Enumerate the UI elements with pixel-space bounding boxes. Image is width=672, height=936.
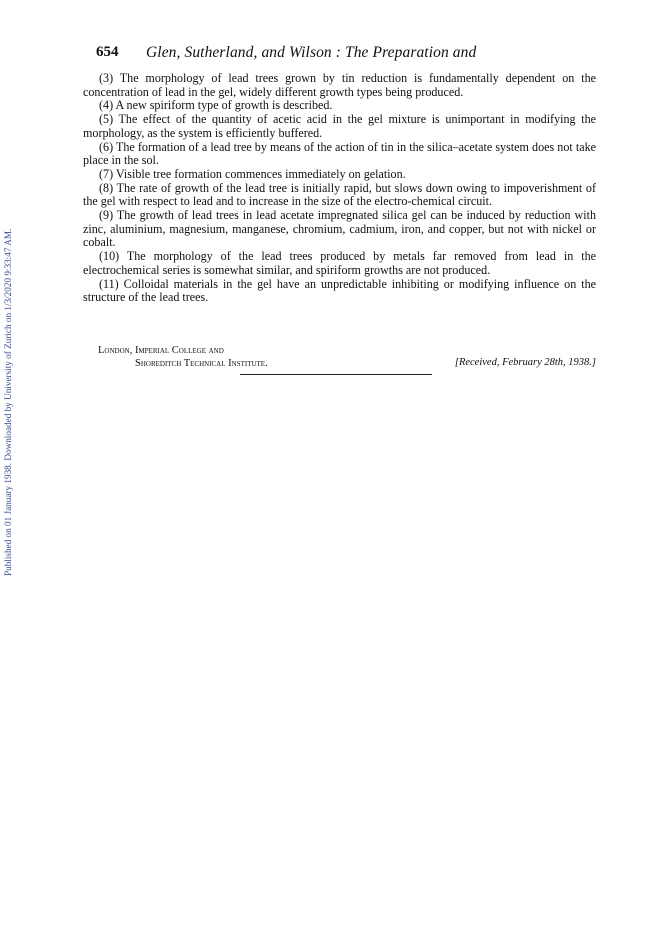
conclusion-7: (7) Visible tree formation commences immediately on gelation.	[99, 166, 406, 181]
conclusion-5: (5) The effect of the quantity of acetic acid in the gel mixture is unimportant in modifying the morphology, as the system is efficiently buffered.	[83, 112, 596, 140]
conclusion-8: (8) The rate of growth of the lead tree is initially rapid, but slows down owing to impoverishment of the gel with respect to lead and to increase in the size of the electro-chemical circuit.	[83, 180, 596, 209]
article-footer	[83, 344, 596, 374]
conclusion-3: (3) The morphology of lead trees grown by tin reduction is fundamentally dependent on the concentration of lead in the gel, widely different growth types being produced.	[83, 71, 596, 99]
conclusion-4: (4) A new spiriform type of growth is described.	[99, 98, 333, 113]
running-title: Glen, Sutherland, and Wilson : The Preparation and	[146, 44, 477, 61]
end-rule	[240, 374, 432, 375]
page-header	[96, 44, 596, 64]
conclusion-11: (11) Colloidal materials in the gel have an unpredictable inhibiting or modifying influence on the structure of the lead trees.	[83, 276, 596, 305]
affiliation	[98, 344, 268, 370]
conclusion-10: (10) The morphology of the lead trees produced by metals far removed from lead in the electrochemical series is somewhat similar, and spiriform growths are not produced.	[83, 249, 596, 277]
received-date: [Received, February 28th, 1938.]	[454, 357, 596, 368]
article-body	[83, 72, 596, 305]
conclusion-9: (9) The growth of lead trees in lead acetate impregnated silica gel can be induced by reduction with zinc, aluminium, magnesium, manganese, chromium, cadmium, iron, and copper, but not with nickel or cobalt.	[83, 208, 596, 250]
page-number: 654	[96, 44, 119, 60]
conclusion-6: (6) The formation of a lead tree by means of the action of tin in the silica–acetate system does not take place in the sol.	[83, 139, 596, 168]
affiliation-line-2: Shoreditch Technical Institute.	[135, 358, 268, 369]
affiliation-line-1: London, Imperial College and	[98, 345, 224, 356]
download-notice: Published on 01 January 1938. Downloaded by University of Zurich on 1/3/2020 9:33:47 AM.	[3, 228, 13, 576]
